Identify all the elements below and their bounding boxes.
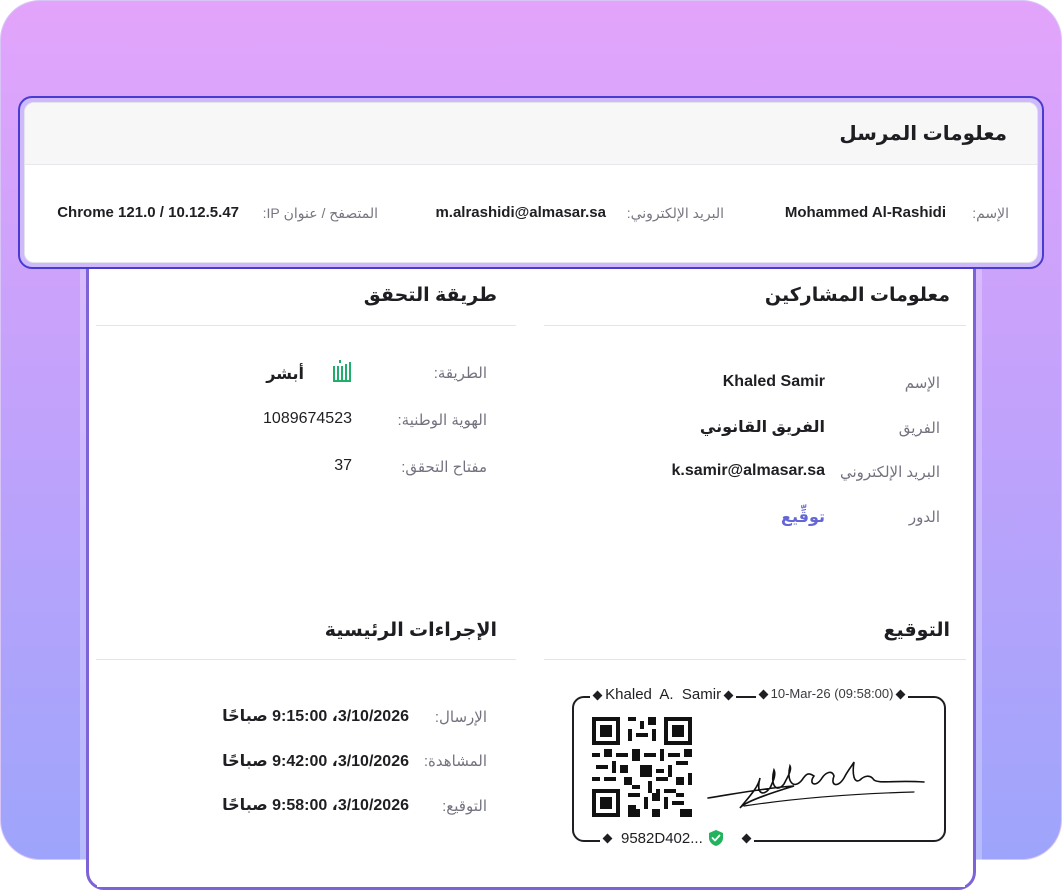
signature-signer-name: Khaled A. Samir [605, 686, 722, 703]
national-id-label: الهوية الوطنية: [397, 412, 487, 429]
sender-name-value: Mohammed Al-Rashidi [784, 204, 946, 221]
participant-email-value[interactable]: k.samir@almasar.sa [671, 462, 825, 479]
diamond-marker [603, 833, 613, 843]
signature-divider [544, 659, 966, 660]
participant-role-value: توقِّيع [781, 509, 825, 526]
sender-name-label: الإسم: [972, 205, 1009, 221]
diamond-marker [896, 690, 906, 700]
sender-email-label: البريد الإلكتروني: [626, 205, 724, 221]
action-signed-value: 3/10/2026، 9:58:00 صباحًا [222, 797, 409, 814]
participant-team-value: الفريق القانوني [699, 419, 825, 436]
action-sent-label: الإرسال: [434, 709, 487, 726]
diamond-marker [759, 690, 769, 700]
verification-method-label: الطريقة: [433, 365, 487, 382]
participant-name-label: الإسم [904, 375, 940, 392]
sender-title: معلومات المرسل [839, 123, 1007, 145]
signature-hash: 9582D402... [621, 829, 703, 847]
verification-key-value: 37 [334, 457, 352, 474]
signature-hash-line [600, 828, 754, 848]
action-viewed-label: المشاهدة: [423, 753, 487, 770]
diamond-marker [593, 690, 603, 700]
absher-logo-icon [331, 360, 353, 384]
action-sent-value: 3/10/2026، 9:15:00 صباحًا [222, 708, 409, 725]
signature-timestamp: 10-Mar-26 (09:58:00) [770, 686, 894, 701]
sender-card [24, 102, 1038, 263]
participant-role-label: الدور [908, 509, 940, 526]
verification-key-label: مفتاح التحقق: [401, 459, 487, 476]
participant-email-label: البريد الإلكتروني [839, 464, 940, 481]
verification-divider [96, 325, 516, 326]
sender-browser-value: Chrome 121.0 / 10.12.5.47 [57, 204, 239, 221]
signature-title: التوقيع [883, 620, 950, 641]
verification-method-value: أبشر [266, 366, 304, 383]
sender-email-value[interactable]: m.alrashidi@almasar.sa [435, 204, 606, 221]
signature-timestamp-line [756, 686, 908, 706]
sender-browser-label: المتصفح / عنوان IP: [262, 205, 378, 221]
participants-title: معلومات المشاركين [764, 285, 950, 306]
actions-divider [96, 659, 516, 660]
participant-team-label: الفريق [898, 420, 940, 437]
participants-divider [544, 325, 966, 326]
signature-signer-line [590, 686, 736, 706]
action-signed-label: التوقيع: [442, 798, 487, 815]
diamond-marker [741, 833, 751, 843]
participant-name-value: Khaled Samir [722, 373, 825, 390]
national-id-value: 1089674523 [263, 410, 352, 427]
actions-title: الإجراءات الرئيسية [324, 620, 497, 641]
verification-title: طريقة التحقق [363, 285, 497, 306]
action-viewed-value: 3/10/2026، 9:42:00 صباحًا [222, 753, 409, 770]
sender-card-header [25, 103, 1037, 165]
qr-code-icon [592, 717, 692, 817]
verified-shield-icon [707, 829, 725, 847]
handwritten-signature [704, 758, 928, 814]
diamond-marker [724, 690, 734, 700]
